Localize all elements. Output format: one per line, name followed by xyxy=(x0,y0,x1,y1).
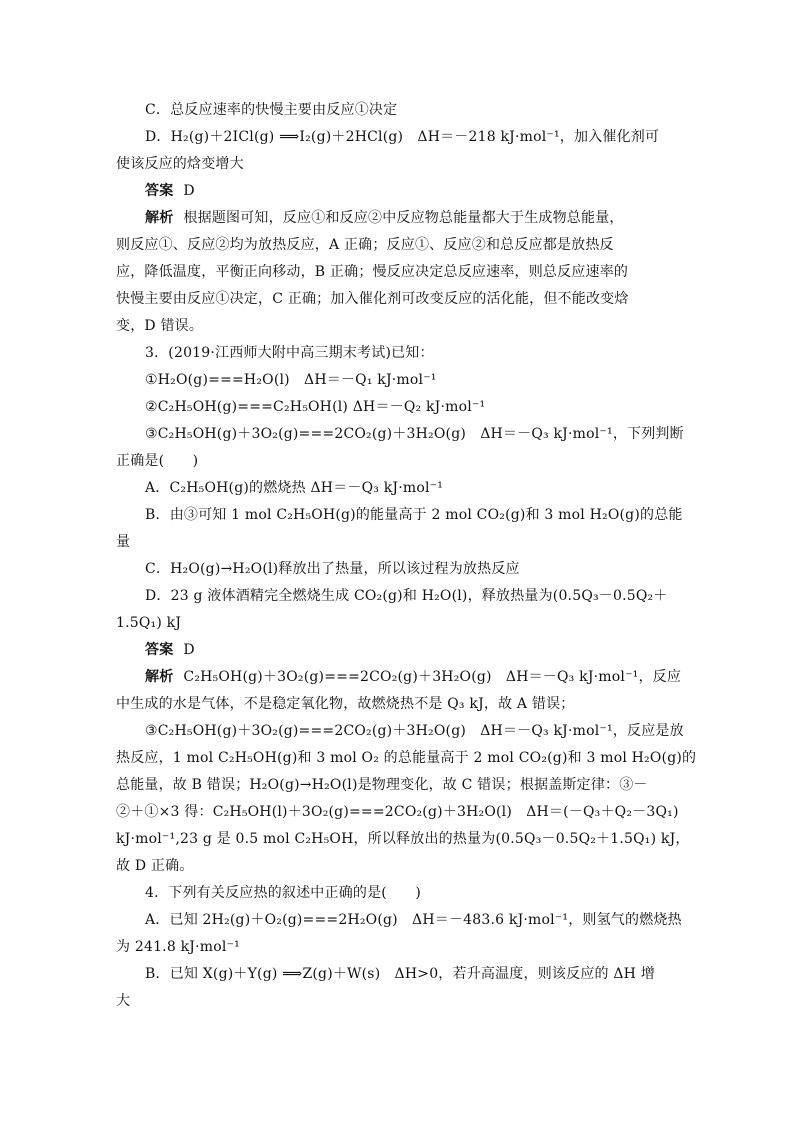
equation-line: ②C₂H₅OH(g)===C₂H₅OH(l) ΔH＝－Q₂ kJ·mol⁻¹ xyxy=(145,399,486,415)
option-line: B．已知 X(g)＋Y(g) ⟹Z(g)＋W(s) ΔH>0，若升高温度，则该反应的 ΔH 增 xyxy=(145,966,655,982)
text-line: 使该反应的焓变增大 xyxy=(116,156,244,172)
text-line: 变，D 错误。 xyxy=(116,318,204,334)
text-line: D．H₂(g)＋2ICl(g) ⟹I₂(g)＋2HCl(g) ΔH＝－218 kJ·mol⁻¹，加入催化剂可 xyxy=(145,129,660,145)
analysis-line: 解析 根据题图可知，反应①和反应②中反应物总能量都大于生成物总能量， xyxy=(145,210,624,226)
option-line: B．由③可知 1 mol C₂H₅OH(g)的能量高于 2 mol CO₂(g)和 3 mol H₂O(g)的总能 xyxy=(145,507,683,523)
text-line: kJ·mol⁻¹,23 g 是 0.5 mol C₂H₅OH，所以释放出的热量为(0.5Q₃－0.5Q₂＋1.5Q₁) kJ， xyxy=(116,831,690,847)
text-line: ③C₂H₅OH(g)＋3O₂(g)===2CO₂(g)＋3H₂O(g) ΔH＝－Q₃ kJ·mol⁻¹，反应是放 xyxy=(145,723,684,739)
answer-line: 答案 D xyxy=(145,183,195,199)
text-line: 总能量，故 B 错误；H₂O(g)→H₂O(l)是物理变化，故 C 错误；根据盖斯定律：③－ xyxy=(116,777,648,793)
text-line: 1.5Q₁) kJ xyxy=(116,615,182,631)
question-line: 3．(2019·江西师大附中高三期末考试)已知： xyxy=(145,345,434,361)
equation-line: ③C₂H₅OH(g)＋3O₂(g)===2CO₂(g)＋3H₂O(g) ΔH＝－Q₃ kJ·mol⁻¹，下列判断 xyxy=(145,426,684,442)
option-line: D．23 g 液体酒精完全燃烧生成 CO₂(g)和 H₂O(l)，释放热量为(0.5Q₃－0.5Q₂＋ xyxy=(145,588,668,604)
text-line: 快慢主要由反应①决定，C 正确；加入催化剂可改变反应的活化能，但不能改变焓 xyxy=(116,291,629,307)
text-line: 为 241.8 kJ·mol⁻¹ xyxy=(116,939,240,955)
answer-line: 答案 D xyxy=(145,642,195,658)
text-line: C．总反应速率的快慢主要由反应①决定 xyxy=(145,102,398,118)
text-line: 正确是( ) xyxy=(116,453,199,469)
analysis-line: 解析 C₂H₅OH(g)＋3O₂(g)===2CO₂(g)＋3H₂O(g) ΔH＝－Q₃ kJ·mol⁻¹，反应 xyxy=(145,669,682,685)
option-line: A．已知 2H₂(g)＋O₂(g)===2H₂O(g) ΔH＝－483.6 kJ·mol⁻¹，则氢气的燃烧热 xyxy=(145,912,682,928)
equation-line: ①H₂O(g)===H₂O(l) ΔH＝－Q₁ kJ·mol⁻¹ xyxy=(145,372,437,388)
text-line: 中生成的水是气体，不是稳定氧化物，故燃烧热不是 Q₃ kJ，故 A 错误； xyxy=(116,696,575,712)
text-line: 大 xyxy=(116,993,131,1009)
analysis-label: 解析 xyxy=(145,210,174,226)
text-line: 量 xyxy=(116,534,131,550)
answer-label: 答案 xyxy=(145,642,174,658)
option-line: C．H₂O(g)→H₂O(l)释放出了热量，所以该过程为放热反应 xyxy=(145,561,520,577)
analysis-label: 解析 xyxy=(145,669,174,685)
option-line: A．C₂H₅OH(g)的燃烧热 ΔH＝－Q₃ kJ·mol⁻¹ xyxy=(145,480,444,496)
question-line: 4．下列有关反应热的叙述中正确的是( ) xyxy=(145,885,422,901)
text-line: 则反应①、反应②均为放热反应，A 正确；反应①、反应②和总反应都是放热反 xyxy=(116,237,614,253)
text-line: ②＋①×3 得：C₂H₅OH(l)＋3O₂(g)===2CO₂(g)＋3H₂O(l) ΔH＝(－Q₃＋Q₂－3Q₁) xyxy=(116,804,679,820)
answer-label: 答案 xyxy=(145,183,174,199)
text-line: 热反应，1 mol C₂H₅OH(g)和 3 mol O₂ 的总能量高于 2 mol CO₂(g)和 3 mol H₂O(g)的 xyxy=(116,750,697,766)
text-line: 故 D 正确。 xyxy=(116,858,194,874)
text-line: 应，降低温度，平衡正向移动，B 正确；慢反应决定总反应速率，则总反应速率的 xyxy=(116,264,629,280)
